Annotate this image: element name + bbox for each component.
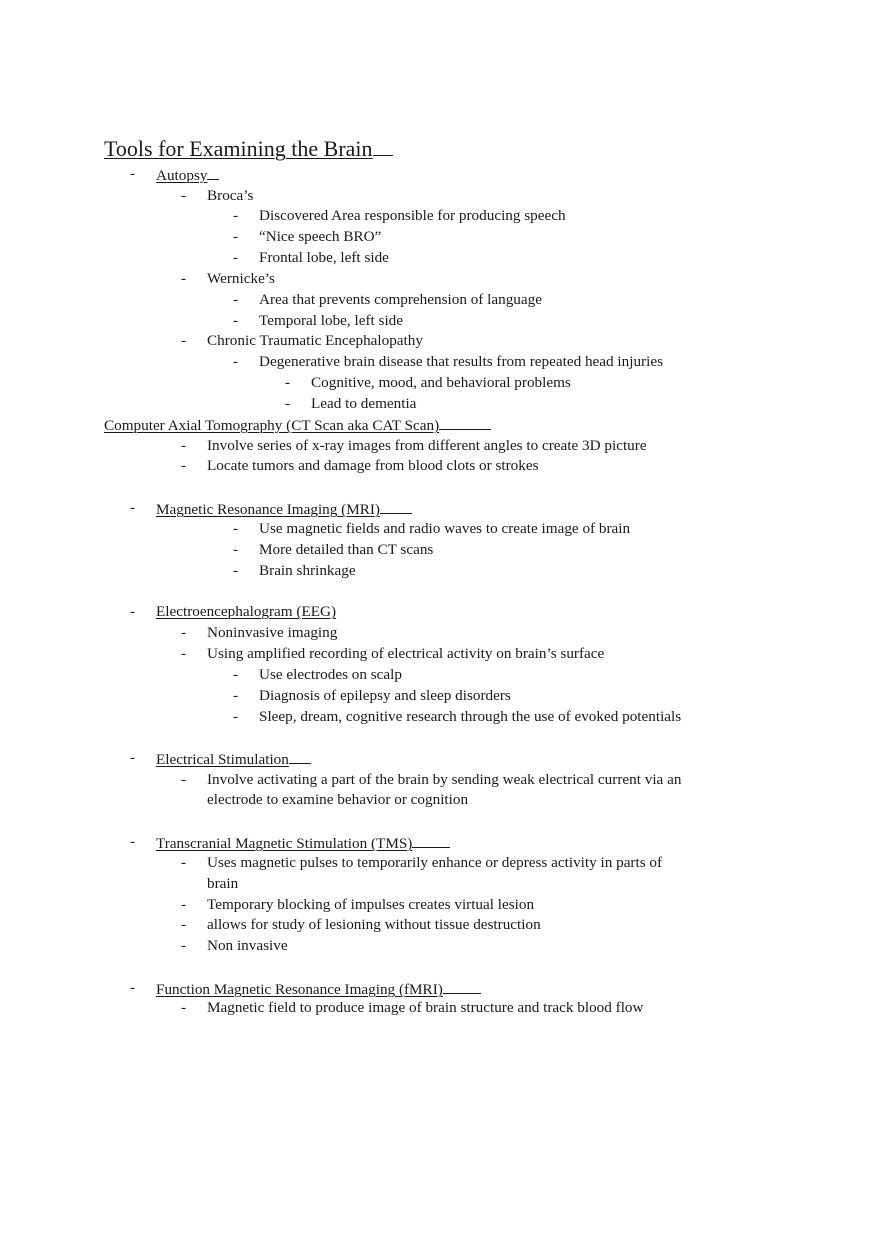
bullet: - [233, 708, 239, 725]
bullet: - [181, 999, 187, 1016]
section-heading-mri: Magnetic Resonance Imaging (MRI) [156, 498, 412, 518]
section-heading-fmri: Function Magnetic Resonance Imaging (fMRI) [156, 978, 481, 998]
list-item: Use magnetic fields and radio waves to create image of brain [259, 520, 631, 537]
bullet: - [233, 687, 239, 704]
bullet: - [233, 520, 239, 537]
list-item: Magnetic field to produce image of brain structure and track blood flow [207, 999, 644, 1016]
list-item: Using amplified recording of electrical activity on brain’s surface [207, 645, 605, 662]
section-heading-tms: Transcranial Magnetic Stimulation (TMS) [156, 832, 450, 852]
bullet: - [181, 916, 187, 933]
bullet: - [285, 395, 291, 412]
bullet: - [181, 457, 187, 474]
bullet: - [233, 291, 239, 308]
list-item: Locate tumors and damage from blood clots or strokes [207, 457, 539, 474]
list-item: Area that prevents comprehension of language [259, 291, 542, 308]
bullet: - [233, 562, 239, 579]
list-item-wernicke: Wernicke’s [207, 270, 275, 287]
list-item: Non invasive [207, 937, 288, 954]
bullet: - [130, 749, 136, 766]
bullet: - [181, 937, 187, 954]
section-heading-ct: Computer Axial Tomography (CT Scan aka CAT Scan) [104, 414, 491, 434]
bullet: - [181, 437, 187, 454]
bullet: - [181, 896, 187, 913]
list-item: Sleep, dream, cognitive research through the use of evoked potentials [259, 708, 682, 725]
list-item: Noninvasive imaging [207, 624, 338, 641]
list-item: allows for study of lesioning without tissue destruction [207, 916, 541, 933]
bullet: - [130, 165, 136, 182]
list-item: Temporary blocking of impulses creates virtual lesion [207, 896, 535, 913]
bullet: - [130, 833, 136, 850]
list-item: Temporal lobe, left side [259, 312, 404, 329]
bullet: - [181, 771, 187, 788]
list-item: More detailed than CT scans [259, 541, 434, 558]
list-item: Frontal lobe, left side [259, 249, 389, 266]
list-item: Discovered Area responsible for producing speech [259, 207, 566, 224]
list-item: “Nice speech BRO” [259, 228, 382, 245]
bullet: - [233, 207, 239, 224]
list-item-broca: Broca’s [207, 187, 254, 204]
list-item: Brain shrinkage [259, 562, 356, 579]
bullet: - [181, 624, 187, 641]
bullet: - [130, 499, 136, 516]
bullet: - [181, 187, 187, 204]
list-item: Uses magnetic pulses to temporarily enhance or depress activity in parts of [207, 854, 663, 871]
section-heading-autopsy: Autopsy [156, 164, 219, 184]
list-item: Lead to dementia [311, 395, 417, 412]
list-item: Diagnosis of epilepsy and sleep disorders [259, 687, 511, 704]
bullet: - [285, 374, 291, 391]
section-heading-electrical-stimulation: Electrical Stimulation [156, 748, 311, 768]
bullet: - [181, 645, 187, 662]
list-item: Involve series of x-ray images from different angles to create 3D picture [207, 437, 647, 454]
list-item: Cognitive, mood, and behavioral problems [311, 374, 571, 391]
bullet: - [233, 312, 239, 329]
section-heading-eeg: Electroencephalogram (EEG) [156, 603, 337, 620]
list-item: Involve activating a part of the brain by sending weak electrical current via an [207, 771, 682, 788]
bullet: - [181, 332, 187, 349]
bullet: - [233, 541, 239, 558]
bullet: - [233, 666, 239, 683]
list-item-continuation: brain [207, 875, 239, 892]
list-item-continuation: electrode to examine behavior or cognition [207, 791, 469, 808]
bullet: - [233, 228, 239, 245]
list-item-cte: Chronic Traumatic Encephalopathy [207, 332, 423, 349]
bullet: - [233, 353, 239, 370]
bullet: - [181, 854, 187, 871]
list-item: Use electrodes on scalp [259, 666, 402, 683]
bullet: - [233, 249, 239, 266]
page-title: Tools for Examining the Brain [104, 135, 393, 163]
list-item: Degenerative brain disease that results from repeated head injuries [259, 353, 663, 370]
bullet: - [181, 270, 187, 287]
bullet: - [130, 979, 136, 996]
bullet: - [130, 603, 136, 620]
